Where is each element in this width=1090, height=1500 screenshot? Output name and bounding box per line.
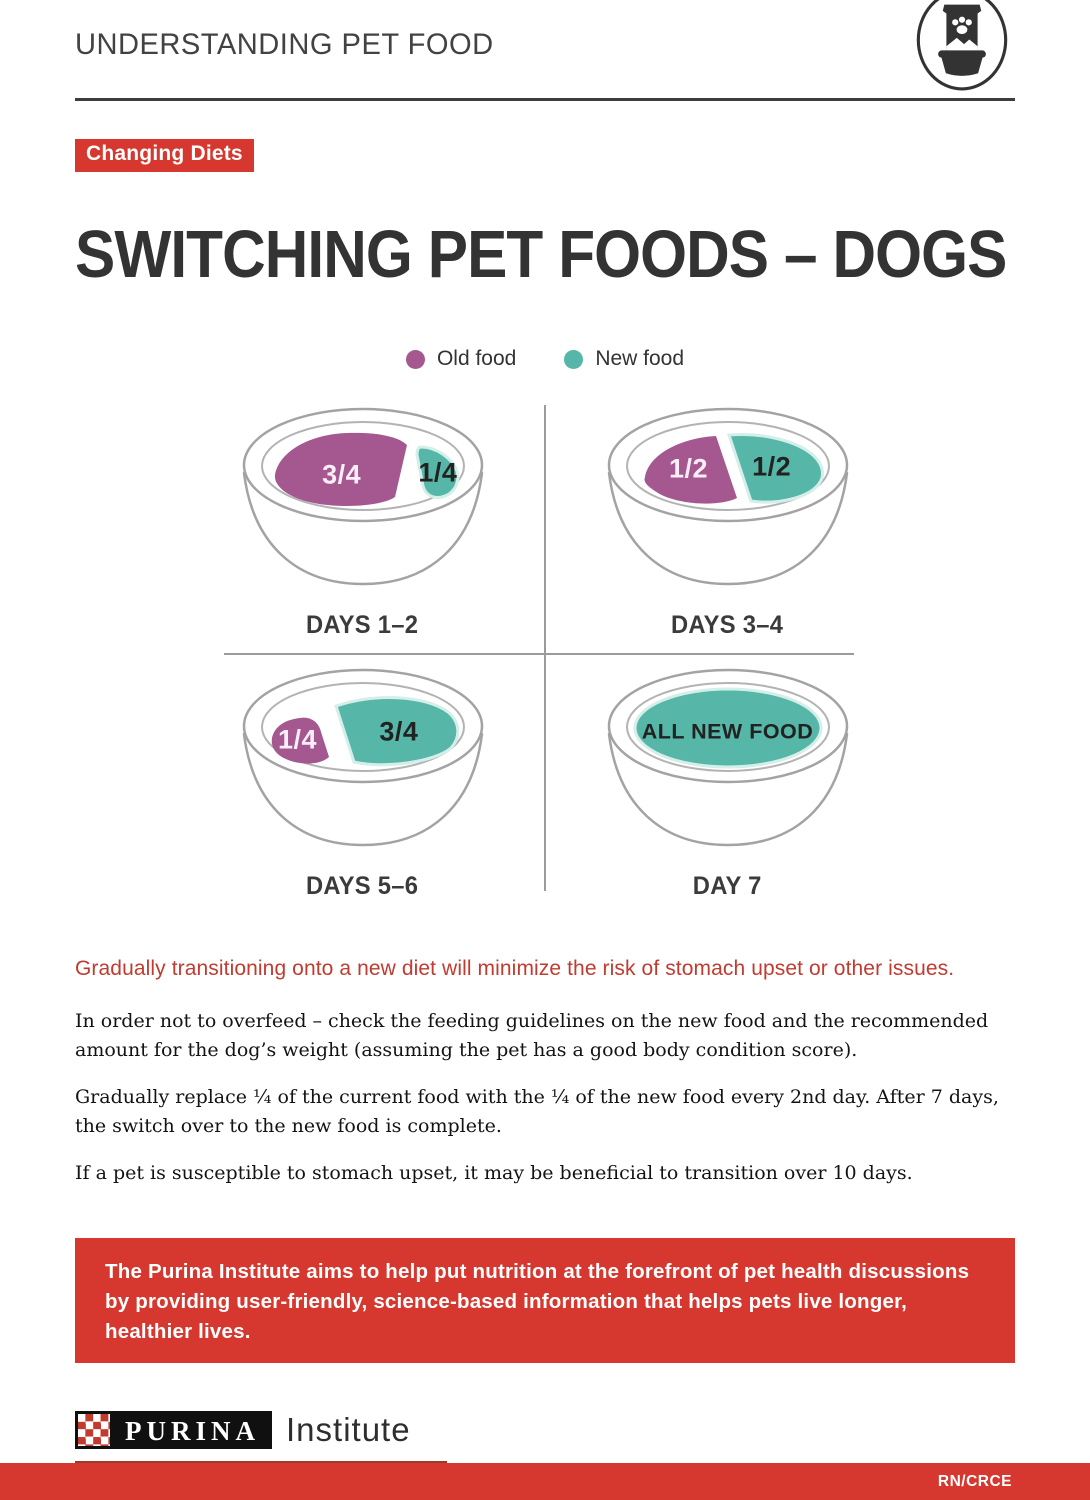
purina-wordmark-box <box>113 1411 272 1449</box>
bowl-graphic <box>233 403 493 603</box>
purina-mission-banner: The Purina Institute aims to help put nutrition at the forefront of pet health discussions by providing user-friendly, science-based information that helps pets live longer, healthier lives. <box>75 1238 1015 1363</box>
footer-bar <box>0 1463 1090 1500</box>
paragraph-overfeed: In order not to overfeed – check the feeding guidelines on the new food and the recommended amount for the dog’s weight (assuming the pet has a good body condition score). <box>75 1010 989 1062</box>
portion-label-old: 1/2 <box>668 453 709 484</box>
portion-label-old: 3/4 <box>322 459 362 490</box>
footer-code: RN/CRCE <box>937 1472 1012 1490</box>
paragraph-replace: Gradually replace ¼ of the current food with the ¼ of the new food every 2nd day. After 7 days, the switch over to the new food is complete. <box>75 1085 999 1138</box>
legend-item-new-food <box>564 347 684 371</box>
transition-diagram <box>180 403 910 901</box>
bowl-caption: DAY 7 <box>693 872 762 900</box>
bowl-days-1-2 <box>180 403 545 640</box>
new-food-dot-icon <box>564 350 583 369</box>
bowl-graphic <box>233 664 493 864</box>
paragraph-susceptible: If a pet is susceptible to stomach upset, it may be beneficial to transition over 10 days. <box>75 1161 913 1184</box>
portion-label-new: 1/4 <box>418 457 458 488</box>
bowl-caption: DAYS 5–6 <box>306 872 419 900</box>
bowl-day-7 <box>545 664 910 901</box>
header-title: UNDERSTANDING PET FOOD <box>75 28 494 61</box>
purina-wordmark: PURINA <box>125 1415 260 1446</box>
old-food-dot-icon <box>406 350 425 369</box>
bowl-caption: DAYS 1–2 <box>306 611 419 639</box>
highlight-text: Gradually transitioning onto a new diet will minimize the risk of stomach upset or other issues. <box>75 957 955 980</box>
portion-label-new: 1/2 <box>752 451 792 482</box>
bowl-caption: DAYS 3–4 <box>671 611 784 639</box>
bowl-graphic <box>598 403 858 603</box>
portion-label-old: 1/4 <box>277 724 318 755</box>
section-badge: Changing Diets <box>75 139 254 172</box>
horizontal-divider <box>224 653 854 655</box>
legend-item-old-food <box>406 347 516 371</box>
legend-label-old: Old food <box>436 347 517 370</box>
body-copy <box>75 1007 1015 1188</box>
vertical-divider <box>544 405 546 891</box>
legend-label-new: New food <box>595 347 685 370</box>
bowl-days-3-4 <box>545 403 910 640</box>
bowl-days-5-6 <box>180 664 545 901</box>
bowl-graphic <box>598 664 858 864</box>
portion-label-new: ALL NEW FOOD <box>641 719 814 744</box>
header-divider <box>75 98 1015 101</box>
institute-wordmark: Institute <box>286 1411 411 1449</box>
legend <box>75 347 1015 371</box>
page-header <box>75 0 1015 101</box>
page-title: SWITCHING PET FOODS – DOGS <box>75 217 1007 292</box>
checkerboard-icon <box>75 1411 113 1449</box>
pet-food-bag-icon <box>915 0 1009 92</box>
portion-label-new: 3/4 <box>379 716 419 747</box>
